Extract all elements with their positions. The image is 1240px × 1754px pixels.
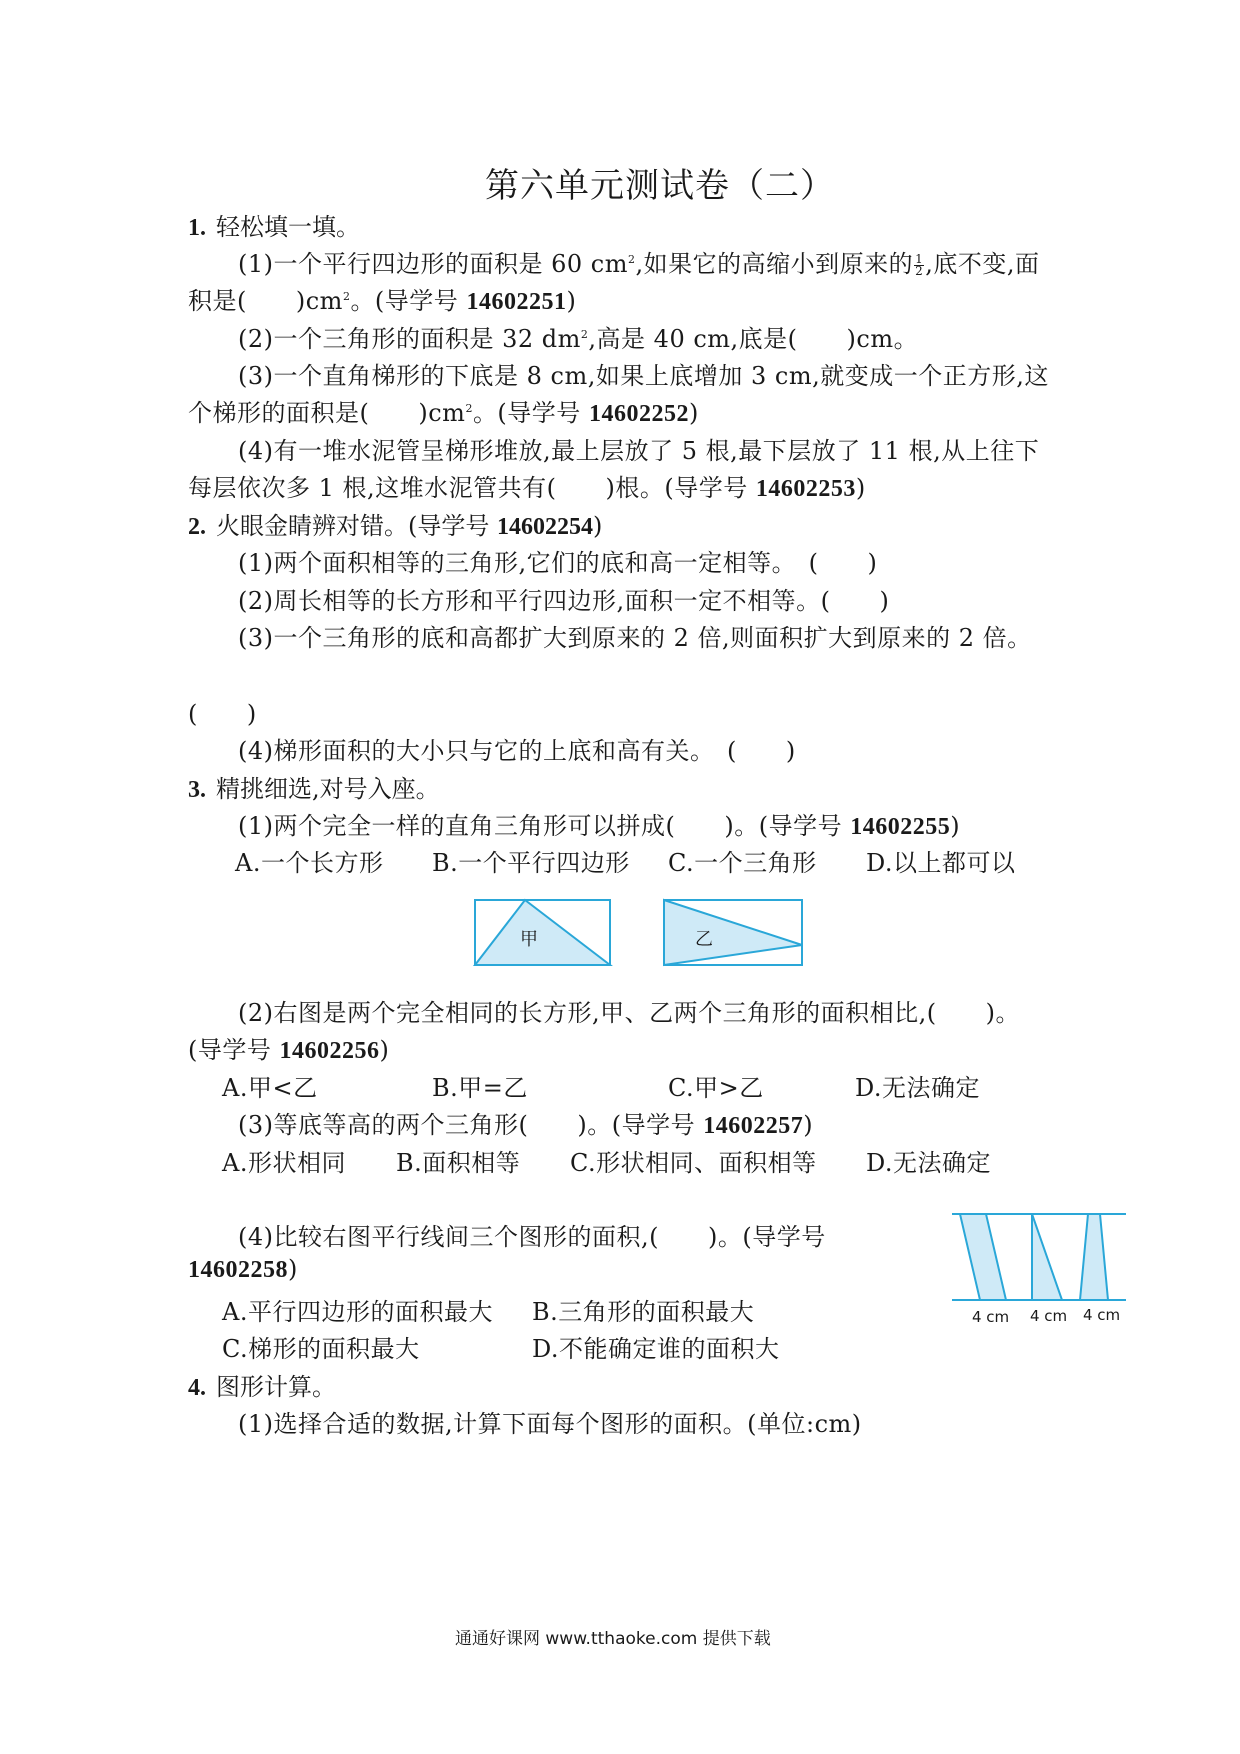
- q3-2-line2: (导学号 14602256): [188, 1036, 390, 1064]
- q3-1-option-a: A.一个长方形: [235, 849, 384, 877]
- q3-4-option-b: B.三角形的面积最大: [532, 1298, 755, 1326]
- q3-3-option-d: D.无法确定: [866, 1149, 992, 1177]
- q1-1-line2: 积是( )$cm^2$。(导学号 14602251): [188, 287, 577, 315]
- section-title: 轻松填一填。: [216, 213, 360, 241]
- q3-3-option-b: B.面积相等: [396, 1149, 521, 1177]
- trapezoid-shape: [1080, 1214, 1108, 1300]
- section-2-heading: 2. 火眼金睛辨对错。(导学号 14602254): [188, 512, 603, 540]
- section-number: 3.: [188, 777, 206, 803]
- q3-4-option-c: C.梯形的面积最大: [222, 1335, 420, 1363]
- triangle-yi: [664, 900, 802, 965]
- fraction-one-half: $\frac{1}{2}$: [915, 252, 924, 278]
- section-number: 2.: [188, 514, 206, 540]
- section-title: 图形计算。: [216, 1373, 336, 1401]
- q3-4-line2: 14602258): [188, 1255, 298, 1283]
- q3-4-option-d: D.不能确定谁的面积大: [532, 1335, 780, 1363]
- q3-2-option-b: B.甲=乙: [432, 1074, 528, 1102]
- q1-3-line1: (3)一个直角梯形的下底是 8 cm,如果上底增加 3 cm,就变成一个正方形,这: [238, 362, 1049, 390]
- q3-2-option-c: C.甲>乙: [668, 1074, 764, 1102]
- q1-1-line1: (1)一个平行四边形的面积是 60 $cm^2$,如果它的高缩小到原来的 $\frac{1}{2}$ ,底不变,面: [238, 250, 1040, 278]
- q3-2-option-a: A.甲<乙: [222, 1074, 318, 1102]
- q1-4-line1: (4)有一堆水泥管呈梯形堆放,最上层放了 5 根,最下层放了 11 根,从上往下: [238, 437, 1040, 465]
- q3-2-line1: (2)右图是两个完全相同的长方形,甲、乙两个三角形的面积相比,( )。: [238, 999, 1020, 1027]
- triangle-shape: [1032, 1214, 1062, 1300]
- parallelogram-shape: [960, 1214, 1006, 1300]
- triangle-jia: [475, 900, 610, 965]
- q1-3-line2: 个梯形的面积是( )$cm^2$。(导学号 14602252): [188, 399, 699, 427]
- section-number: 1.: [188, 215, 206, 241]
- q3-1-option-c: C.一个三角形: [668, 849, 817, 877]
- section-4-heading: [188, 1367, 336, 1402]
- q3-1-option-b: B.一个平行四边形: [432, 849, 630, 877]
- triangle-jia-label: 甲: [520, 929, 538, 950]
- q2-3: (3)一个三角形的底和高都扩大到原来的 2 倍,则面积扩大到原来的 2 倍。: [238, 624, 1032, 652]
- section-title: 精挑细选,对号入座。: [216, 775, 440, 803]
- q2-4: (4)梯形面积的大小只与它的上底和高有关。 ( ): [238, 737, 796, 765]
- q3-2-option-d: D.无法确定: [855, 1074, 981, 1102]
- q3-3: (3)等底等高的两个三角形( )。(导学号 14602257): [238, 1111, 814, 1139]
- q3-1-option-d: D.以上都可以: [866, 849, 1016, 877]
- page-title: 第六单元测试卷（二）: [485, 166, 835, 206]
- q3-4-option-a: A.平行四边形的面积最大: [222, 1298, 493, 1326]
- q3-3-option-a: A.形状相同: [222, 1149, 346, 1177]
- section-1-heading: [188, 207, 360, 242]
- q1-4-line2: 每层依次多 1 根,这堆水泥管共有( )根。(导学号 14602253): [188, 474, 866, 502]
- section-3-heading: [188, 769, 440, 804]
- parallel-lines-figure: [950, 1210, 1130, 1325]
- q3-4-line1: (4)比较右图平行线间三个图形的面积,( )。(导学号: [238, 1223, 826, 1251]
- rectangles-triangles-figure: [470, 895, 810, 975]
- dimension-label: 4 cm: [972, 1308, 1010, 1325]
- q4-1: (1)选择合适的数据,计算下面每个图形的面积。(单位:cm): [238, 1410, 862, 1438]
- q3-3-option-c: C.形状相同、面积相等: [570, 1149, 817, 1177]
- page-footer: 通通好课网 www.tthaoke.com 提供下载: [455, 1629, 771, 1649]
- dimension-label: 4 cm: [1030, 1307, 1068, 1325]
- q2-1: (1)两个面积相等的三角形,它们的底和高一定相等。 ( ): [238, 549, 878, 577]
- q2-3-answer-paren: ( ): [188, 700, 257, 728]
- q3-1: (1)两个完全一样的直角三角形可以拼成( )。(导学号 14602255): [238, 812, 961, 840]
- dimension-label: 4 cm: [1083, 1306, 1121, 1324]
- q1-2: (2)一个三角形的面积是 32 $dm^2$,高是 40 cm,底是( )cm。: [238, 325, 919, 353]
- section-number: 4.: [188, 1375, 206, 1401]
- q2-2: (2)周长相等的长方形和平行四边形,面积一定不相等。( ): [238, 587, 890, 615]
- triangle-yi-label: 乙: [695, 929, 713, 950]
